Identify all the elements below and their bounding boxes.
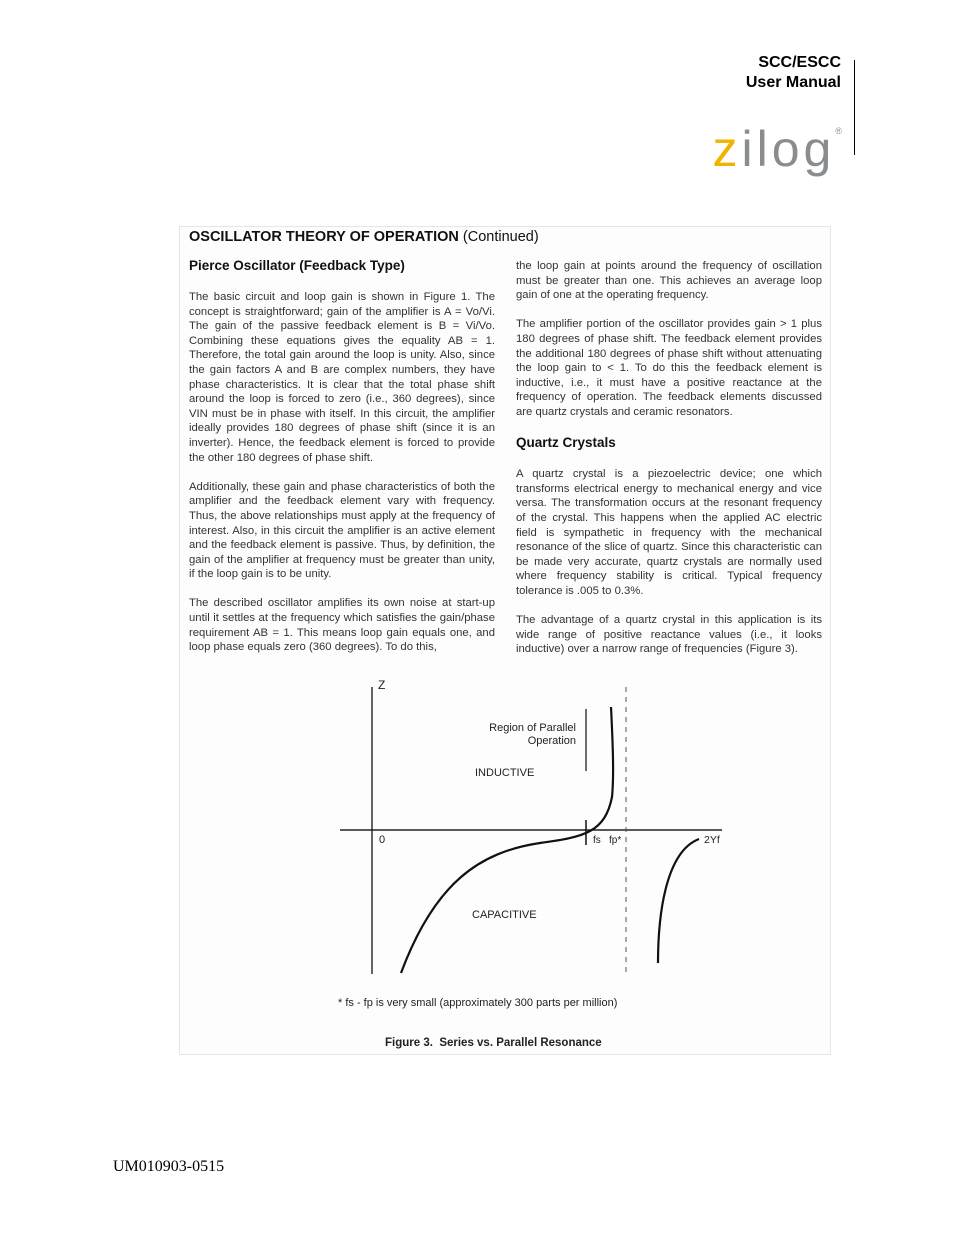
z-axis-label: Z [378, 678, 386, 692]
scanned-page [179, 226, 831, 1055]
region-label-line1: Region of Parallel [489, 722, 576, 734]
logo-z: z [712, 121, 742, 177]
quartz-crystals-heading: Quartz Crystals [516, 435, 616, 451]
left-paragraph-3: The described oscillator amplifies its own noise at start-up until it settles at the frequency which satisfies the gain/phase requirement AB = 1. This means loop gain equals one, and loop phase equals zero (360 degrees). To do this, [189, 597, 495, 654]
fp-label: fp* [609, 835, 622, 846]
section-title-suffix: (Continued) [462, 229, 539, 245]
right-paragraph-2: The amplifier portion of the oscillator provides gain > 1 plus 180 degrees of phase shift. The feedback element provides the additional 180 degrees of phase shift without attenuating the loop gain to < 1. To do this the feedback element is inductive, i.e., it must have a positive reactance at the frequency of operation. The feedback elements discussed are quartz crystals and ceramic resonators. [516, 318, 822, 418]
inductive-label: INDUCTIVE [475, 767, 535, 779]
zilog-logo [713, 101, 842, 179]
left-paragraph-2: Additionally, these gain and phase characteristics of both the amplifier and the feedback element vary with frequency. Thus, the above relationships must apply at the frequency of interest. Also, in this circuit the amplifier is an active element and the feedback element is passive. Thus, by definition, the gain of the amplifier at frequency must be greater than unity, if the loop gain is to be unity. [189, 480, 495, 581]
document-title [746, 53, 841, 93]
left-paragraph-1: The basic circuit and loop gain is shown in Figure 1. The concept is straightforward; gain of the amplifier is A = Vo/Vi. The gain of the passive feedback element is B = Vi/Vo. Combining these equations gives the equality AB = 1. Therefore, the total gain around the loop is unity. Also, since the gain factors A and B are complex numbers, they have phase characteristics. It is clear that the total phase shift around the loop is forced to zero (i.e., 360 degrees), since VIN must be in phase with itself. In this circuit, the amplifier ideally provides 180 degrees of phase shift (since it is an inverter). Hence, the feedback element is forced to provide the other 180 degrees of phase shift. [189, 291, 495, 464]
figure-caption: Figure 3. Series vs. Parallel Resonance [385, 1037, 602, 1049]
document-title-line2: User Manual [745, 74, 841, 91]
right-paragraph-3: A quartz crystal is a piezoelectric device; one which transforms electrical energy to mechanical energy and vice versa. The transformation occurs at the resonant frequency of the crystal. This happens when the applied AC electric field is sympathetic in frequency with the mechanical resonance of the slice of quartz. Since this characteristic can be made very accurate, quartz crystals are normally used where frequency stability is critical. Typical frequency tolerance is .005 to 0.3%. [516, 468, 822, 597]
origin-label: 0 [379, 834, 386, 846]
region-label-line2: Operation [527, 735, 576, 747]
right-paragraph-1: the loop gain at points around the frequency of oscillation must be greater than one. This achieves an average loop gain of one at the operating frequency. [516, 260, 822, 302]
right-branch-curve [658, 839, 699, 963]
left-column [189, 257, 495, 669]
header-divider [854, 60, 855, 155]
resonance-diagram [180, 667, 830, 1052]
pierce-oscillator-heading: Pierce Oscillator (Feedback Type) [189, 258, 405, 273]
logo-registered-mark: ® [835, 126, 842, 136]
document-title-line1: SCC/ESCC [758, 54, 841, 71]
capacitive-label: CAPACITIVE [472, 909, 537, 921]
logo-rest: ilog [741, 121, 836, 177]
section-title-text: OSCILLATOR THEORY OF OPERATION [189, 229, 459, 245]
document-code: UM010903-0515 [113, 1158, 225, 1175]
figure-footnote: * fs - fp is very small (approximately 300 parts per million) [338, 997, 618, 1009]
two-pi-f-label: 2Yf [704, 834, 720, 846]
right-paragraph-4: The advantage of a quartz crystal in this application is its wide range of positive reactance values (i.e., it looks inductive) over a narrow range of frequencies (Figure 3). [516, 614, 822, 656]
right-column [516, 257, 822, 671]
fs-label: fs [593, 835, 601, 846]
reactance-curve [401, 707, 613, 973]
figure-3 [180, 667, 830, 1052]
section-title [189, 228, 539, 246]
